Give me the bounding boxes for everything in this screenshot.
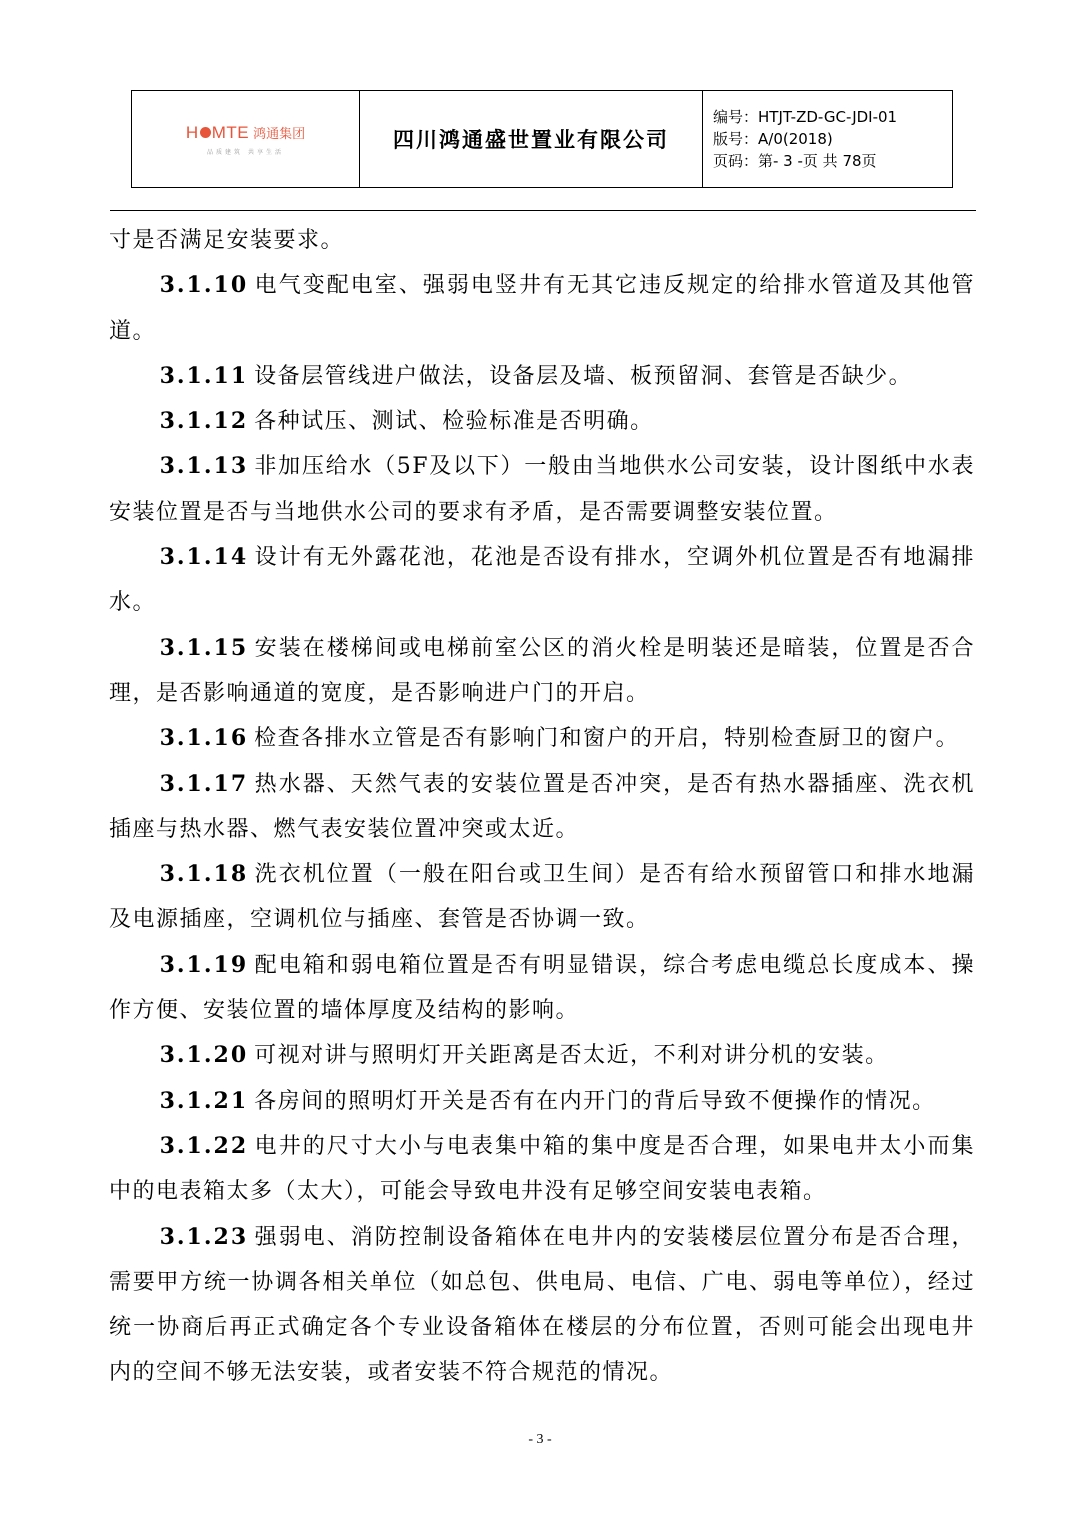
clause-3-1-13 — [109, 444, 975, 535]
clause-number: 3.1.19 — [159, 951, 249, 978]
clause-3-1-18 — [109, 852, 975, 943]
clause-text: 设备层管线进户做法，设备层及墙、板预留洞、套管是否缺少。 — [254, 363, 913, 389]
clause-number: 3.1.14 — [159, 544, 249, 571]
clause-3-1-23 — [109, 1215, 975, 1396]
clause-3-1-15 — [109, 626, 975, 717]
clause-3-1-10 — [109, 263, 975, 354]
clause-text: 检查各排水立管是否有影响门和窗户的开启，特别检查厨卫的窗户。 — [254, 726, 960, 752]
clause-3-1-16 — [109, 716, 975, 761]
clause-3-1-19 — [109, 943, 975, 1034]
clause-number: 3.1.20 — [159, 1042, 249, 1069]
clause-text: 配电箱和弱电箱位置是否有明显错误，综合考虑电缆总长度成本、操作方便、安装位置的墙体厚度及结构的影响。 — [109, 952, 975, 1024]
clause-3-1-21 — [109, 1079, 975, 1124]
intro-paragraph: 寸是否满足安装要求。 — [109, 228, 345, 253]
logo-brand: H MTE — [185, 122, 250, 142]
clause-text: 非加压给水（5F及以下）一般由当地供水公司安装，设计图纸中水表安装位置是否与当地供水公司的要求有矛盾，是否需要调整安装位置。 — [109, 454, 975, 525]
clause-number: 3.1.16 — [159, 725, 249, 752]
company-logo — [186, 123, 305, 143]
clause-text: 热水器、天然气表的安装位置是否冲突，是否有热水器插座、洗衣机插座与热水器、燃气表安装位置冲突或太近。 — [109, 771, 975, 842]
clause-3-1-17 — [109, 762, 975, 853]
clause-number: 3.1.22 — [159, 1132, 249, 1159]
clause-text: 强弱电、消防控制设备箱体在电井内的安装楼层位置分布是否合理，需要甲方统一协调各相关单位（如总包、供电局、电信、广电、弱电等单位），经过统一协商后再正式确定各个专业设备箱体在楼层的分布位置，否则可能会出现电井内的空间不够无法安装，或者安装不符合规范的情况。 — [109, 1224, 975, 1386]
clause-text: 安装在楼梯间或电梯前室公区的消火栓是明装还是暗装，位置是否合理，是否影响通道的宽度，是否影响进户门的开启。 — [109, 635, 975, 706]
clause-text: 洗衣机位置（一般在阳台或卫生间）是否有给水预留管口和排水地漏及电源插座，空调机位与插座、套管是否协调一致。 — [109, 862, 975, 933]
clause-3-1-22 — [109, 1124, 975, 1215]
company-name: 四川鸿通盛世置业有限公司 — [393, 128, 669, 152]
clause-text: 电井的尺寸大小与电表集中箱的集中度是否合理，如果电井太小而集中的电表箱太多（太大），可能会导致电井没有足够空间安装电表箱。 — [109, 1133, 975, 1205]
clause-3-1-12 — [109, 399, 975, 444]
clause-number: 3.1.10 — [159, 272, 249, 299]
clause-number: 3.1.17 — [159, 770, 249, 797]
clause-number: 3.1.11 — [159, 362, 249, 389]
clause-text: 各房间的照明灯开关是否有在内开门的背后导致不便操作的情况。 — [254, 1088, 936, 1114]
document-header — [131, 90, 953, 188]
clause-text: 电气变配电室、强弱电竖井有无其它违反规定的给排水管道及其他管道。 — [109, 273, 975, 344]
clause-number: 3.1.21 — [159, 1087, 249, 1114]
logo-cell — [132, 91, 360, 187]
logo-cn: 鸿通集团 — [253, 127, 306, 142]
doc-version: 版号：A/0(2018) — [713, 130, 833, 148]
clause-text: 各种试压、测试、检验标准是否明确。 — [254, 409, 654, 435]
clause-number: 3.1.15 — [159, 634, 249, 661]
page-info: 页码：第- 3 -页 共 78页 — [713, 152, 877, 170]
clause-number: 3.1.13 — [159, 453, 249, 480]
clause-3-1-20 — [109, 1033, 975, 1078]
clause-number: 3.1.23 — [159, 1223, 249, 1250]
header-divider — [110, 210, 976, 211]
document-body — [109, 218, 975, 1396]
clause-text: 可视对讲与照明灯开关距离是否太近，不利对讲分机的安装。 — [254, 1043, 889, 1069]
doc-number: 编号：HTJT-ZD-GC-JDⅠ-01 — [713, 108, 898, 126]
clause-number: 3.1.18 — [159, 861, 249, 888]
clause-3-1-11 — [109, 354, 975, 399]
page-number: - 3 - — [528, 1432, 552, 1447]
company-cell — [360, 91, 703, 187]
logo-tagline: 品质建筑 共享生活 — [207, 148, 284, 156]
meta-cell — [703, 91, 952, 187]
clause-number: 3.1.12 — [159, 408, 249, 435]
clause-3-1-14 — [109, 535, 975, 626]
clause-text: 设计有无外露花池，花池是否设有排水，空调外机位置是否有地漏排水。 — [109, 545, 975, 616]
